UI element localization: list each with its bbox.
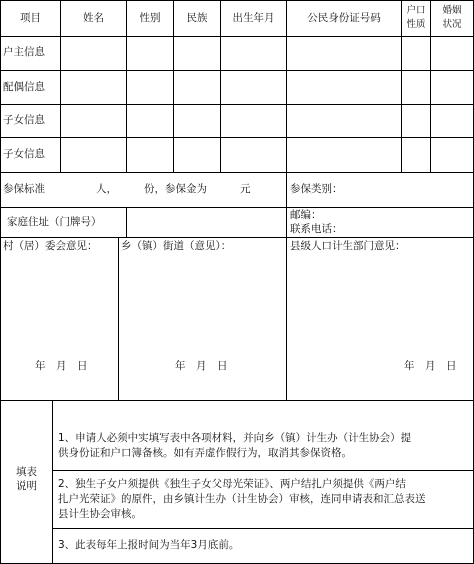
rule [126,207,127,237]
rule [286,237,287,400]
county-date: 年 月 日 [404,360,457,372]
postcode-label: 邮编： [290,209,322,221]
phone-label: 联系电话： [290,223,343,235]
rule [0,36,474,37]
note-1-line1: 1、申请人必须中实填写表中各项材料，并向乡（镇）计生办（计生协会）提 [58,432,412,444]
rule [0,400,474,401]
town-date: 年 月 日 [175,360,228,372]
insurance-shares: 份，参保金为 [144,183,207,195]
county-opinion-label: 县级人口计生部门意见： [290,240,406,252]
row-label-child: 子女信息 [3,114,45,126]
header-name: 姓名 [83,12,104,24]
rule [118,237,119,400]
header-gender: 性别 [139,12,161,24]
header-id-number: 公民身份证号码 [307,12,381,24]
header-hukou-line1: 户口 [406,5,426,16]
insurance-type-label: 参保类别： [290,183,343,195]
rule [0,172,474,173]
insurance-yuan: 元 [240,183,251,195]
row-label-child: 子女信息 [3,148,45,160]
village-date: 年 月 日 [35,360,88,372]
header-ethnicity: 民族 [186,12,208,24]
header-marital-line2: 状况 [442,19,462,30]
row-label-head: 户主信息 [3,46,45,58]
rule [0,70,474,71]
row-label-spouse: 配偶信息 [3,81,45,93]
rule [52,470,474,471]
header-birth: 出生年月 [232,12,275,24]
note-3: 3、此表每年上报时间为当年3月底前。 [58,539,240,551]
insurance-people: 人， [96,183,117,195]
header-item: 项目 [20,12,41,24]
rule [52,528,474,529]
address-label: 家庭住址（门牌号） [7,216,102,228]
note-2-line3: 县计生协会审核。 [58,508,142,520]
note-1-line2: 供身份证和户口簿备核。如有弄虚作假行为，取消其参保资格。 [58,447,352,459]
rule [0,137,474,138]
rule [0,207,474,208]
town-opinion-label: 乡（镇）街道（意见）： [121,240,232,252]
rule [0,104,474,105]
rule [0,237,474,238]
header-hukou-line2: 性质 [406,19,426,30]
village-opinion-label: 村（居）委会意见： [3,240,98,252]
notes-label-line1: 填表 [16,466,37,478]
note-2-line2: 扎户光荣证》的原件，由乡镇计生办（计生协会）审核，连同申请表和汇总表送 [58,493,426,505]
notes-label-line2: 说明 [16,480,37,492]
rule [52,400,53,564]
insurance-standard-label: 参保标准 [3,183,45,195]
header-marital-line1: 婚姻 [442,5,462,16]
note-2-line1: 2、独生子女户须提供《独生子女父母光荣证》、两户结扎户须提供《两户结 [58,478,406,490]
